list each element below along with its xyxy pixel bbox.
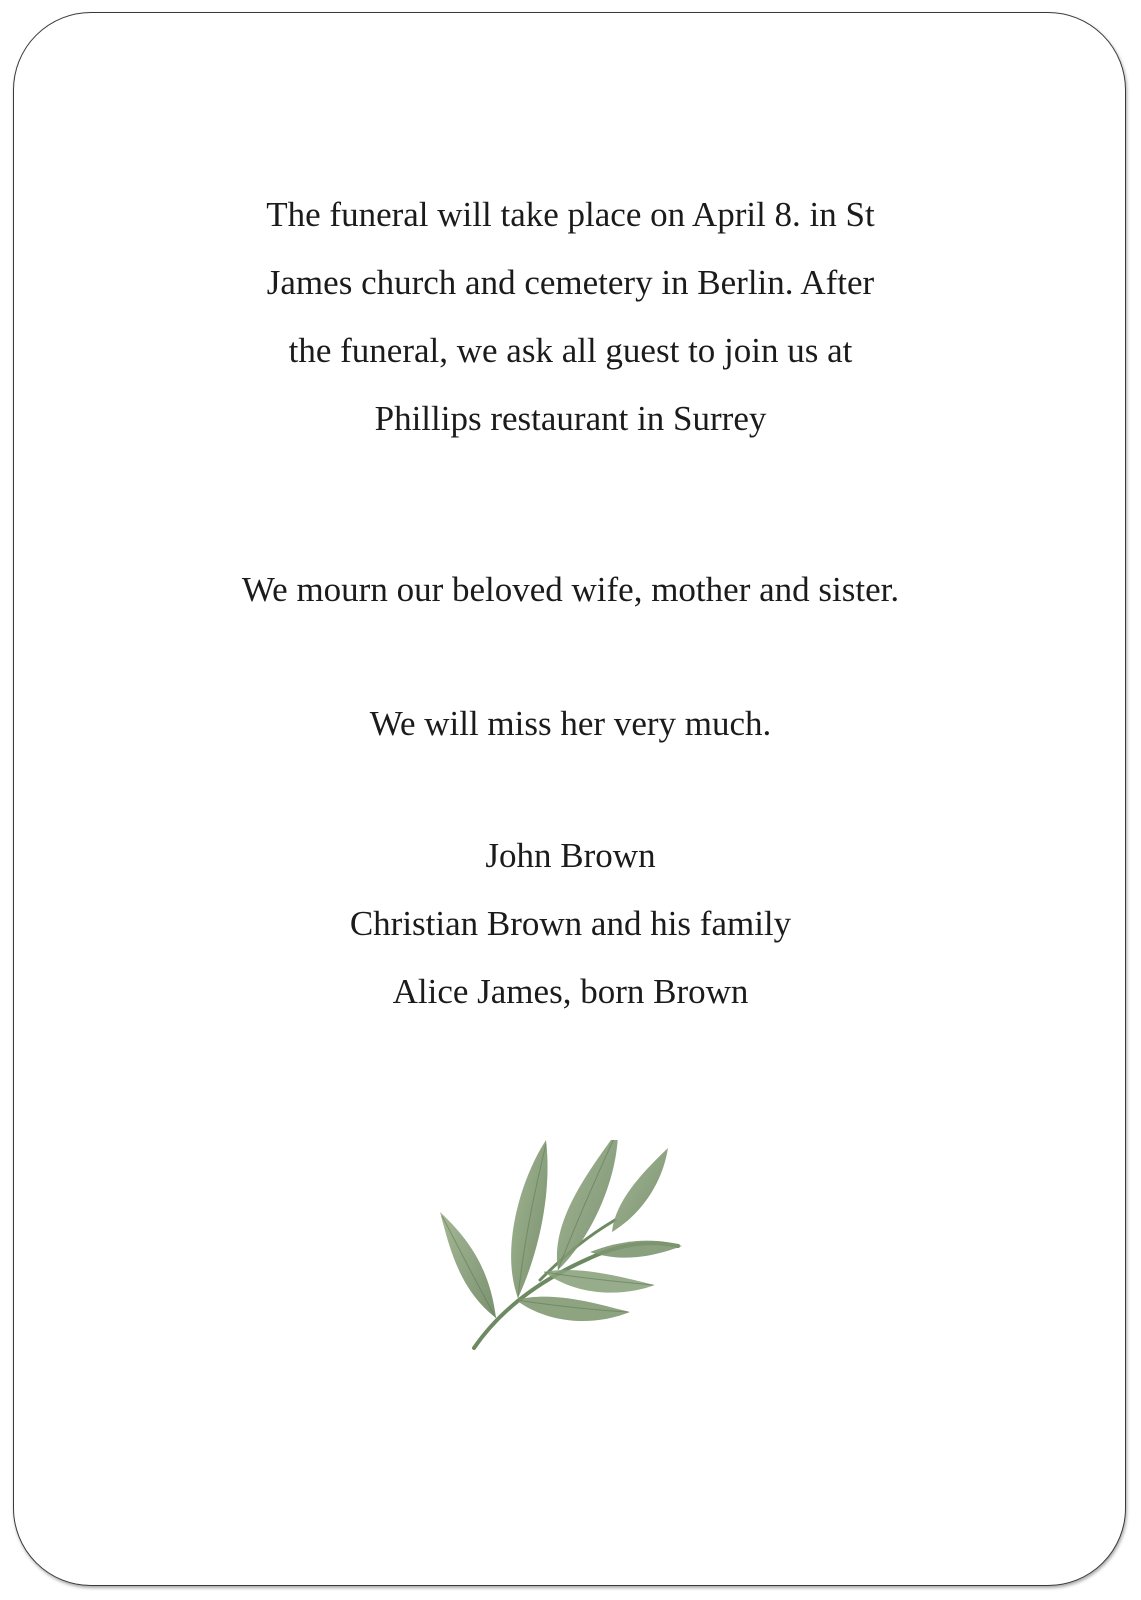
- mourning-text: We mourn our beloved wife, mother and sister.: [241, 570, 900, 609]
- leaf: [511, 1140, 547, 1298]
- signatures: [0, 822, 1141, 1026]
- signature-name: Alice James, born Brown: [392, 972, 749, 1011]
- leaf: [516, 1297, 630, 1321]
- leaf: [590, 1241, 682, 1258]
- miss-text: We will miss her very much.: [369, 704, 772, 743]
- signature-name: John Brown: [485, 836, 656, 875]
- signature-name: Christian Brown and his family: [349, 904, 792, 943]
- announcement-line: the funeral, we ask all guest to join us at: [288, 331, 853, 370]
- announcement-line: The funeral will take place on April 8. in St: [266, 195, 875, 234]
- branch-stem: [474, 1243, 678, 1348]
- leaf: [544, 1270, 655, 1293]
- funeral-announcement: [0, 181, 1141, 453]
- leaf: [612, 1148, 668, 1232]
- announcement-line: James church and cemetery in Berlin. After: [266, 263, 875, 302]
- announcement-line: Phillips restaurant in Surrey: [374, 399, 767, 438]
- olive-branch-icon: [440, 1140, 700, 1380]
